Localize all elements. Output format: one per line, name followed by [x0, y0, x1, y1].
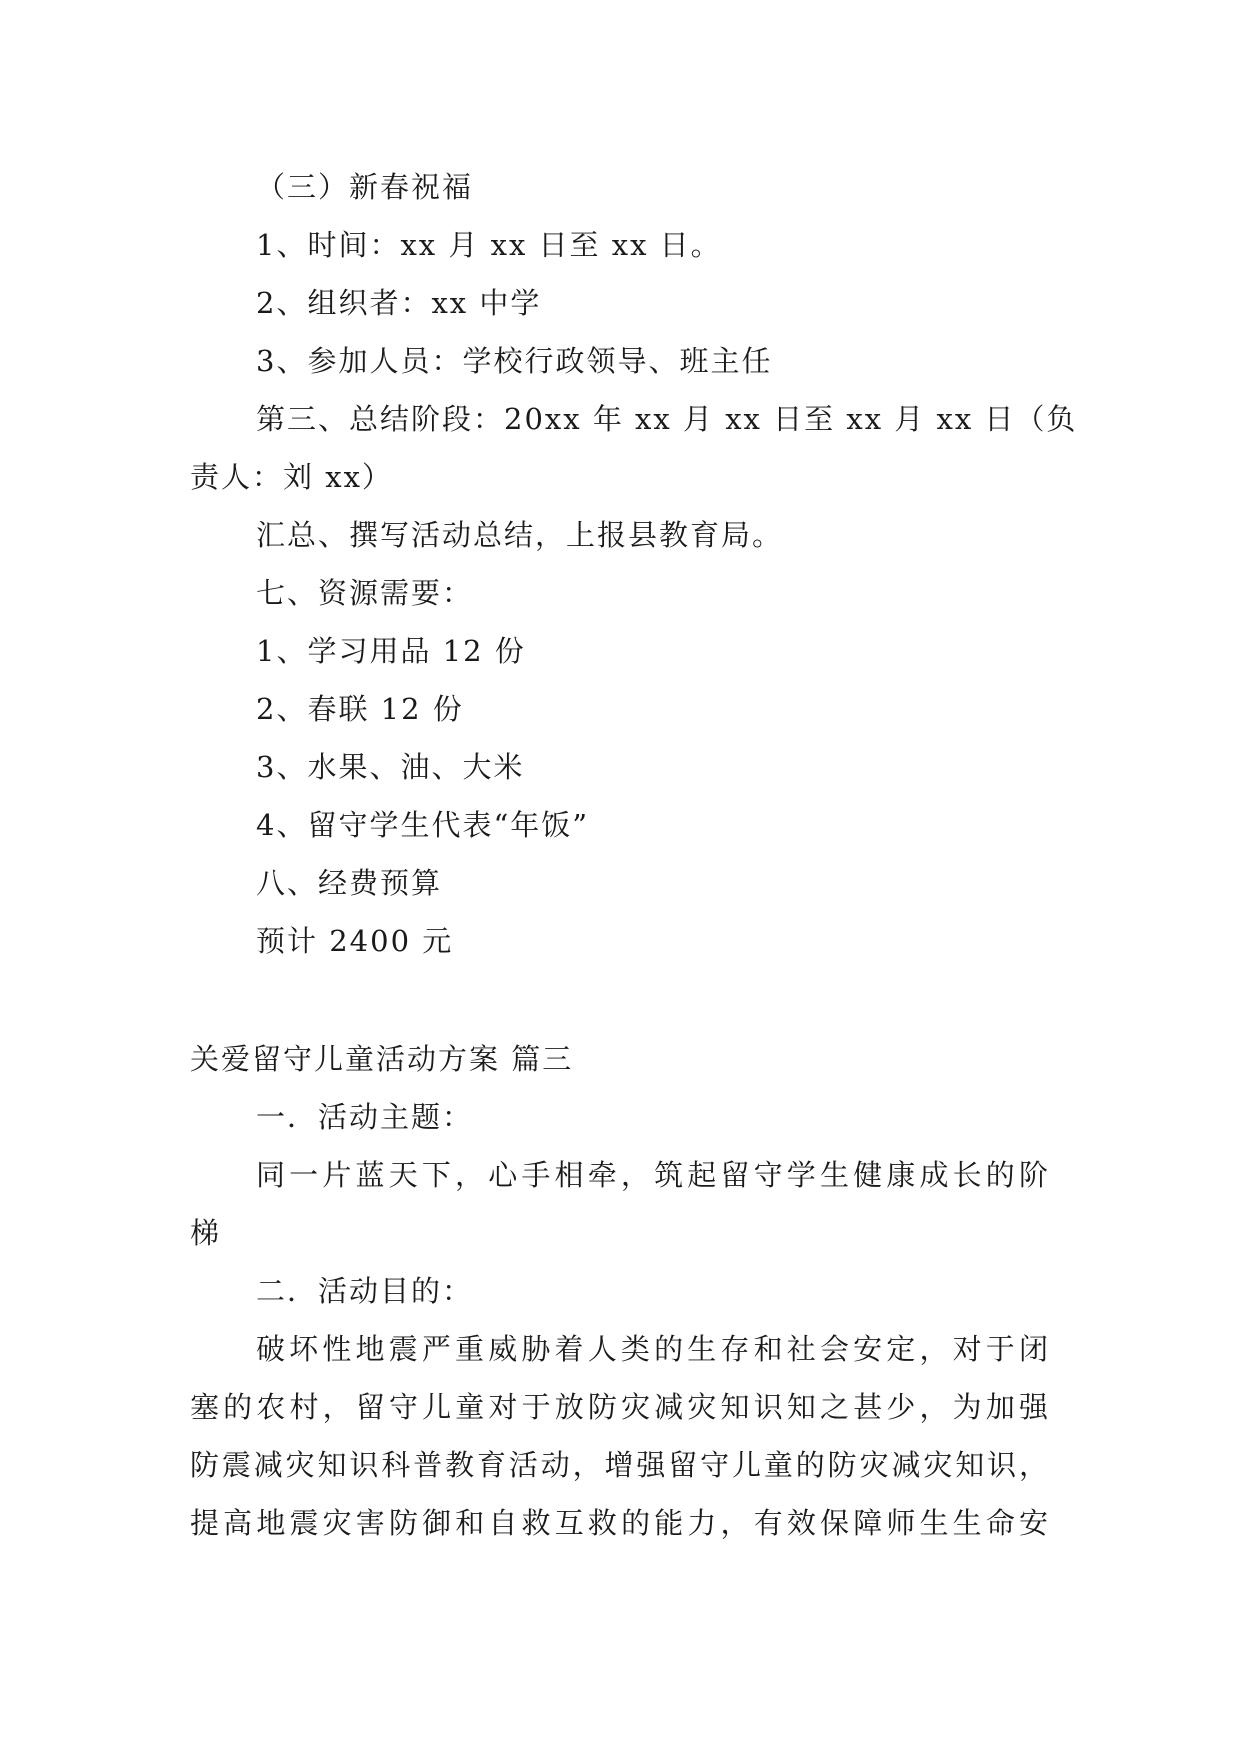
list-item-resource-1: 1、学习用品 12 份	[256, 634, 526, 668]
paragraph-summary-report: 汇总、撰写活动总结，上报县教育局。	[256, 518, 784, 552]
paragraph-theme: 同一片蓝天下，心手相牵，筑起留守学生健康成长的阶	[256, 1158, 1050, 1192]
list-item-time: 1、时间：xx 月 xx 日至 xx 日。	[256, 228, 722, 262]
paragraph-purpose-line-1: 破坏性地震严重威胁着人类的生存和社会安定，对于闭	[256, 1332, 1050, 1366]
paragraph-purpose-line-2: 塞的农村，留守儿童对于放防灾减灾知识知之甚少，为加强	[190, 1390, 1050, 1424]
list-item-organizer: 2、组织者：xx 中学	[256, 286, 542, 320]
paragraph-budget: 预计 2400 元	[256, 924, 454, 958]
list-item-resource-3: 3、水果、油、大米	[256, 750, 525, 784]
section-spacer	[190, 970, 1050, 1030]
document-body	[190, 158, 1078, 1552]
paragraph-theme-cont: 梯	[190, 1216, 222, 1250]
list-item-resource-2: 2、春联 12 份	[256, 692, 464, 726]
section-heading-new-year-blessing: （三）新春祝福	[256, 170, 474, 204]
section-heading-theme: 一．活动主题：	[256, 1100, 474, 1134]
section-heading-budget: 八、经费预算	[256, 866, 443, 900]
article-title-part-three: 关爱留守儿童活动方案 篇三	[190, 1042, 574, 1076]
list-item-resource-4: 4、留守学生代表“年饭”	[256, 808, 590, 842]
section-heading-resources: 七、资源需要：	[256, 576, 474, 610]
list-item-participants: 3、参加人员：学校行政领导、班主任	[256, 344, 773, 378]
section-heading-purpose: 二．活动目的：	[256, 1274, 474, 1308]
paragraph-summary-stage: 第三、总结阶段：20xx 年 xx 月 xx 日至 xx 月 xx 日（负	[256, 402, 1078, 436]
paragraph-purpose-line-3: 防震减灾知识科普教育活动，增强留守儿童的防灾减灾知识，	[190, 1448, 1050, 1482]
paragraph-summary-stage-cont: 责人：刘 xx）	[190, 460, 393, 494]
paragraph-purpose-line-4: 提高地震灾害防御和自救互救的能力，有效保障师生生命安	[190, 1506, 1050, 1540]
